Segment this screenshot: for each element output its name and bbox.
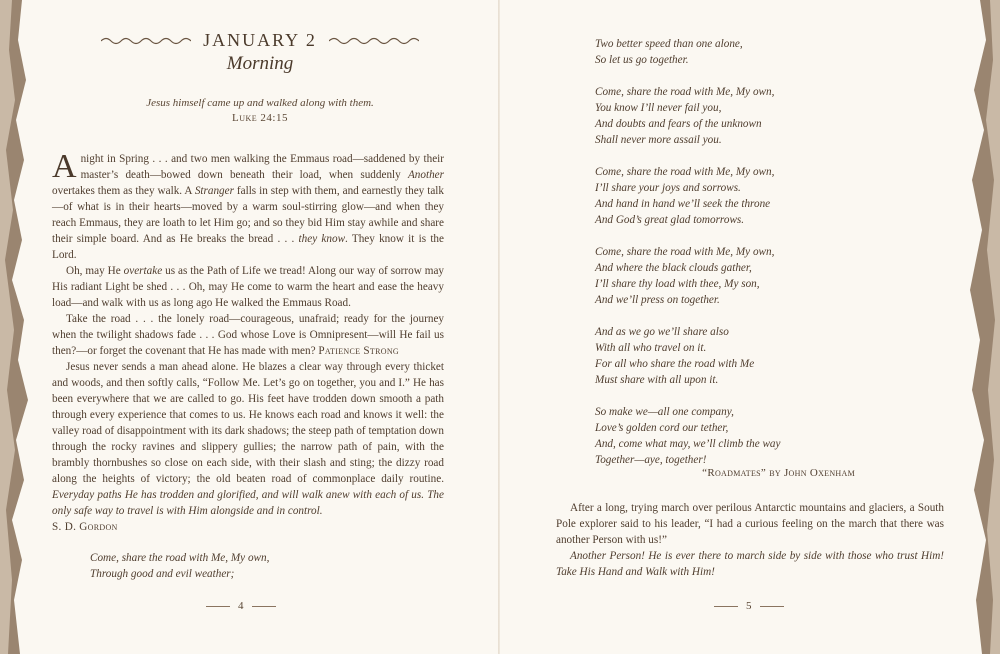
poem-line: With all who travel on it. bbox=[595, 342, 707, 354]
entry-subtitle: Morning bbox=[226, 53, 294, 74]
poem-line: And, come what may, we’ll climb the way bbox=[595, 438, 781, 450]
poem-stanza bbox=[595, 36, 835, 68]
poem-line: Two better speed than one alone, bbox=[595, 38, 743, 50]
rule bbox=[714, 606, 738, 607]
verse-text: Jesus himself came up and walked along with them. bbox=[146, 97, 374, 109]
poem-line: And we’ll press on together. bbox=[595, 294, 720, 306]
poem-line: I’ll share thy load with thee, My son, bbox=[595, 278, 760, 290]
text-run: falls in step with them, and earnestly they talk—of what is in their hearts—moved by a warm soul-stirring glow—and when they reach Emmaus, they are loath to let Him go; and so they bid Him stay awhile and share their simple board. And as He breaks the bread . . . bbox=[52, 185, 444, 245]
text-run: night in Spring . . . and two men walking the Emmaus road—saddened by their master’s death—bowed down beneath their load, when suddenly bbox=[80, 153, 444, 181]
poem-line: And God’s great glad tomorrows. bbox=[595, 214, 745, 226]
poem-stanza bbox=[595, 244, 835, 308]
poem-line: I’ll share your joys and sorrows. bbox=[595, 182, 741, 194]
poem-line: So let us go together. bbox=[595, 54, 689, 66]
paragraph: After a long, trying march over perilous Antarctic mountains and glaciers, a South Pole explorer said to his leader, “I had a curious feeling on the march that there was another Person with us!” bbox=[556, 502, 944, 546]
paragraph bbox=[52, 519, 444, 535]
page-number-right bbox=[714, 600, 784, 612]
poem-line: And doubts and fears of the unknown bbox=[595, 118, 762, 130]
poem-line: You know I’ll never fail you, bbox=[595, 102, 722, 114]
page-number-left bbox=[206, 600, 276, 612]
poem-stanza bbox=[595, 164, 835, 228]
poem-stanza bbox=[595, 404, 835, 468]
poem-stanza bbox=[595, 84, 835, 148]
rule bbox=[252, 606, 276, 607]
page-number: 4 bbox=[238, 600, 244, 612]
devotional-body bbox=[52, 148, 445, 535]
poem-stanza bbox=[595, 324, 835, 388]
ornament-wave-left bbox=[101, 35, 191, 47]
poem-attribution bbox=[595, 467, 855, 479]
poem-line: And as we go we’ll share also bbox=[595, 326, 729, 338]
scripture-verse bbox=[80, 96, 440, 126]
author-credit: Patience Strong bbox=[318, 345, 399, 357]
poem-line: For all who share the road with Me bbox=[595, 358, 755, 370]
paragraph bbox=[52, 148, 444, 263]
text-run: Take the road . . . the lonely road—courageous, unafraid; ready for the journey when the twilight shadows fade . . . God whose Love is Omnipresent—will He fail us then?—or forget the covenant that He has made with men? bbox=[52, 313, 444, 357]
poem-line: Come, share the road with Me, My own, bbox=[90, 552, 270, 564]
poem-line: Love’s golden cord our tether, bbox=[595, 422, 729, 434]
poem-author: John Oxenham bbox=[783, 467, 855, 479]
text-run: overtakes them as they walk. A bbox=[52, 185, 195, 197]
poem-excerpt bbox=[90, 550, 410, 582]
poem-line: Shall never more assail you. bbox=[595, 134, 722, 146]
text-run: . They know it is the Lord. bbox=[52, 233, 444, 261]
text-run: Jesus never sends a man ahead alone. He blazes a clear way through every thicket and woods, and then softly calls, “Follow Me. Let’s go on together, you and I.” He has been everywhere that we are called to go. His feet have trodden down smooth a path through every experience that comes to us. He knows each road and knows it well: the valley road of disappointment with its dark shadows; the steep path of temptation down through the rocky ravines and slippery gullies; the narrow path of pain, with the brambly thornbushes so close on each side, with their slash and sting; the dizzy road along the heights of victory; the old beaten road of commonplace daily routine. bbox=[52, 361, 444, 485]
poem-line: Together—aye, together! bbox=[595, 454, 707, 466]
poem-title: “Roadmates” bbox=[702, 467, 767, 479]
text-run: Another bbox=[407, 169, 444, 181]
poem-line: Come, share the road with Me, My own, bbox=[595, 166, 775, 178]
text-run: us as the Path of Life we tread! Along our way of sorrow may His radiant Light be shed . . . Oh, may He come to warm the heart and ease the heavy load—and walk with us as long ago He walked the Emmaus Road. bbox=[52, 265, 445, 309]
text-run: overtake bbox=[123, 265, 163, 277]
ornament-wave-right bbox=[329, 35, 419, 47]
entry-date-title: JANUARY 2 bbox=[203, 30, 317, 50]
paragraph bbox=[52, 311, 444, 359]
closing-body bbox=[556, 500, 944, 580]
poem-line: Must share with all upon it. bbox=[595, 374, 719, 386]
poem-line: And hand in hand we’ll seek the throne bbox=[595, 198, 771, 210]
torn-edge-right bbox=[960, 0, 1000, 654]
attribution-by: by bbox=[769, 467, 781, 479]
paragraph: Another Person! He is ever there to march side by side with those who trust Him! Take His Hand and Walk with Him! bbox=[556, 550, 944, 578]
poem-roadmates bbox=[595, 36, 835, 484]
text-run: Everyday paths He has trodden and glorified, and will walk anew with each of us. The only safe way to travel is with Him alongside and in control. bbox=[52, 489, 444, 517]
author-credit: S. D. Gordon bbox=[52, 521, 118, 533]
rule bbox=[760, 606, 784, 607]
entry-header bbox=[80, 30, 440, 75]
drop-cap: A bbox=[52, 148, 77, 185]
rule bbox=[206, 606, 230, 607]
text-run: Oh, may He bbox=[66, 265, 124, 277]
page-number: 5 bbox=[746, 600, 752, 612]
paragraph bbox=[52, 359, 444, 519]
text-run: Stranger bbox=[194, 185, 234, 197]
text-run: they know bbox=[298, 233, 346, 245]
poem-line: Come, share the road with Me, My own, bbox=[595, 86, 775, 98]
poem-line: So make we—all one company, bbox=[595, 406, 734, 418]
poem-line: And where the black clouds gather, bbox=[595, 262, 752, 274]
verse-reference: Luke 24:15 bbox=[232, 112, 288, 124]
torn-edge-left bbox=[0, 0, 40, 654]
paragraph bbox=[52, 263, 444, 311]
poem-line: Through good and evil weather; bbox=[90, 568, 235, 580]
poem-line: Come, share the road with Me, My own, bbox=[595, 246, 775, 258]
